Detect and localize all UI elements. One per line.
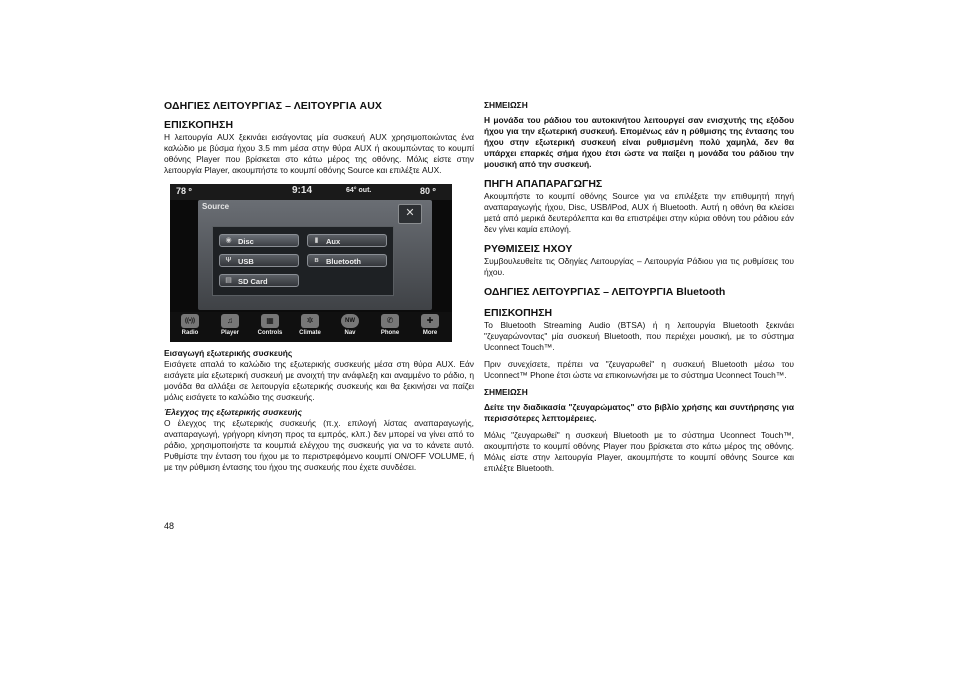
overview-heading: ΕΠΙΣΚΟΠΗΣΗ [164, 119, 234, 131]
audio-settings-heading: ΡΥΘΜΙΣΕΙΣ ΗΧΟΥ [484, 243, 573, 255]
control-device-heading: Έλεγχος της εξωτερικής συσκευής [164, 407, 302, 417]
usb-icon: Ψ [225, 257, 232, 264]
phone-icon: ✆ [381, 314, 399, 328]
bt-overview-heading: ΕΠΙΣΚΟΠΗΣΗ [484, 307, 553, 319]
usb-label: USB [238, 257, 254, 266]
section-title-bluetooth: ΟΔΗΓΙΕΣ ΛΕΙΤΟΥΡΓΙΑΣ – ΛΕΙΤΟΥΡΓΙΑ Bluetooth [484, 286, 726, 298]
radio-icon: ((•)) [181, 314, 199, 328]
bt-overview-paragraph: Το Bluetooth Streaming Audio (BTSA) ή η λειτουργία Bluetooth ξεκινάει "ζευγαρώνοντας" μία συσκευή Bluetooth, που περιέχει μουσική, με το σύστημα Uconnect Touch™. [484, 320, 794, 352]
close-button[interactable]: ✕ [398, 204, 422, 224]
bluetooth-label: Bluetooth [326, 257, 361, 266]
note2-paragraph: Δείτε την διαδικασία "ζευγαρώματος" στο βιβλίο χρήσης και συντήρησης για περισσότερες λεπτομέρειες. [484, 402, 794, 423]
note2-heading: ΣΗΜΕΙΩΣΗ [484, 387, 528, 397]
dock-climate-label: Climate [299, 330, 321, 336]
audio-settings-paragraph: Συμβουλευθείτε τις Οδηγίες Λειτουργίας – Λειτουργία Ράδιου για τις ρυθμίσεις του ήχου. [484, 256, 794, 277]
note1-heading: ΣΗΜΕΙΩΣΗ [484, 100, 528, 110]
bluetooth-button[interactable] [307, 254, 387, 267]
usb-button[interactable] [219, 254, 299, 267]
dock-nav[interactable] [330, 314, 370, 336]
source-panel-title: Source [202, 202, 230, 211]
aux-button[interactable] [307, 234, 387, 247]
insert-device-paragraph: Εισάγετε απαλά το καλώδιο της εξωτερικής συσκευής μέσα στη θύρα AUX. Εάν εισάγετε μία εξωτερική συσκευή με ανοιχτή την ανάφλεξη και αναμμένο το ράδιο, η μονάδα θα αλλάξει σε λειτουργία εξωτερικής συσκευής και θα ξεκινήσει να παίζει μόλις εισάγετε το καλώδιο της συσκευής. [164, 359, 474, 402]
climate-icon: ✲ [301, 314, 319, 328]
dock-controls[interactable] [250, 314, 290, 336]
left-column [164, 100, 474, 473]
player-icon: ♫ [221, 314, 239, 328]
clock: 9:14 [292, 185, 313, 196]
disc-icon: ◉ [225, 237, 232, 244]
source-screen-image [170, 184, 452, 342]
dock-controls-label: Controls [257, 330, 283, 336]
control-device-paragraph: Ο έλεγχος της εξωτερικής συσκευής (π.χ. επιλογή λίστας αναπαραγωγής, αναπαραγωγή, γρήγορη κίνηση προς τα εμπρός, κλπ.) δεν μπορεί να γίνει από το ράδιο, χρησιμοποιήστε τα κουμπιά ελέγχου της συσκευής για να το κάνετε αυτό. Ρυθμίστε την ένταση του ήχου με το περιστρεφόμενο κουμπί ON/OFF VOLUME, ή με την ρύθμιση έντασης του ήχου της συσκευής που έχετε συνδέσει. [164, 418, 474, 472]
source-panel [198, 200, 432, 310]
bt-final-paragraph: Μόλις "ζευγαρωθεί" η συσκευή Bluetooth με το σύστημα Uconnect Touch™, ακουμπήστε το κουμπί οθόνης Player που βρίσκεται στο κάτω μέρος της οθόνης. Μόλις είστε στην λειτουργία Player, ακουμπήστε το κουμπί οθόνης Source και επιλέξτε Bluetooth. [484, 430, 794, 473]
sd-card-label: SD Card [238, 277, 268, 286]
temp-right: 80 º [420, 186, 436, 196]
dock-more-label: More [422, 330, 438, 336]
disc-label: Disc [238, 237, 254, 246]
dock-player-label: Player [220, 330, 239, 336]
note1-paragraph: Η μονάδα του ράδιου του αυτοκινήτου λειτουργεί σαν ενισχυτής της εξόδου ήχου για την εξωτερική συσκευή. Επομένως εάν η ρύθμισης της έντασης του ήχου στην εξωτερική συσκευή είναι ρυθμισμένη πολύ χαμηλά, δεν θα υπάρχει επαρκές σήμα ήχου έτσι ώστε να παίξει η μονάδα του ράδιου την μουσική από την συσκευή. [484, 115, 794, 169]
dock-radio[interactable] [170, 314, 210, 336]
disc-button[interactable] [219, 234, 299, 247]
status-bar [170, 184, 452, 200]
bt-pair-paragraph: Πριν συνεχίσετε, πρέπει να "ζευγαρωθεί" η συσκευή Bluetooth μέσω του Uconnect™ Phone έτσι ώστε να επικοινωνήσει με το σύστημα Uconnect Touch™. [484, 359, 794, 380]
right-column [484, 100, 794, 474]
dock-more[interactable] [410, 314, 450, 336]
insert-device-heading: Εισαγωγή εξωτερικής συσκευής [164, 348, 293, 358]
more-icon: ✚ [421, 314, 439, 328]
aux-label: Aux [326, 237, 341, 246]
sd-card-button[interactable] [219, 274, 299, 287]
temp-left: 78 º [176, 186, 192, 196]
page-number: 48 [164, 521, 175, 531]
controls-icon: ▦ [261, 314, 279, 328]
bluetooth-icon: ʙ [314, 257, 319, 264]
overview-paragraph: Η λειτουργία AUX ξεκινάει εισάγοντας μία συσκευή AUX χρησιμοποιώντας ένα καλώδιο με βύσμα ήχου 3.5 mm μέσα στην θύρα AUX ή ακουμπώντας το κουμπί οθόνης Player που βρίσκεται στο κάτω μέρος της οθόνης. Μόλις είστε στην λειτουργία Player, ακουμπήστε το κουμπί οθόνης Source και επιλέξτε AUX. [164, 132, 474, 175]
nav-icon: NW [341, 314, 359, 328]
aux-icon: ▮ [314, 237, 319, 244]
source-list [212, 226, 394, 296]
source-heading: ΠΗΓΗ ΑΠΑΠΑΡΑΓΩΓΗΣ [484, 178, 603, 190]
dock-nav-label: Nav [344, 330, 356, 336]
dock-climate[interactable] [290, 314, 330, 336]
bottom-dock [170, 312, 452, 342]
section-title-aux: ΟΔΗΓΙΕΣ ΛΕΙΤΟΥΡΓΙΑΣ – ΛΕΙΤΟΥΡΓΙΑ AUX [164, 100, 383, 112]
dock-player[interactable] [210, 314, 250, 336]
source-paragraph: Ακουμπήστε το κουμπί οθόνης Source για να επιλέξετε την επιθυμητή πηγή αναπαραγωγής ήχου, Disc, USB/iPod, AUX ή Bluetooth. Αυτή η οθόνη θα κλείσει μετά από μερικά δευτερόλεπτα και θα επιστρέψει στην κύρια οθόνη του ράδιου εάν δεν γίνει καμία επιλογή. [484, 191, 794, 234]
dock-phone-label: Phone [380, 330, 400, 336]
sd-card-icon: ▤ [225, 277, 232, 284]
dock-phone[interactable] [370, 314, 410, 336]
dock-radio-label: Radio [181, 330, 199, 336]
outside-temp: 64° out. [346, 187, 372, 194]
